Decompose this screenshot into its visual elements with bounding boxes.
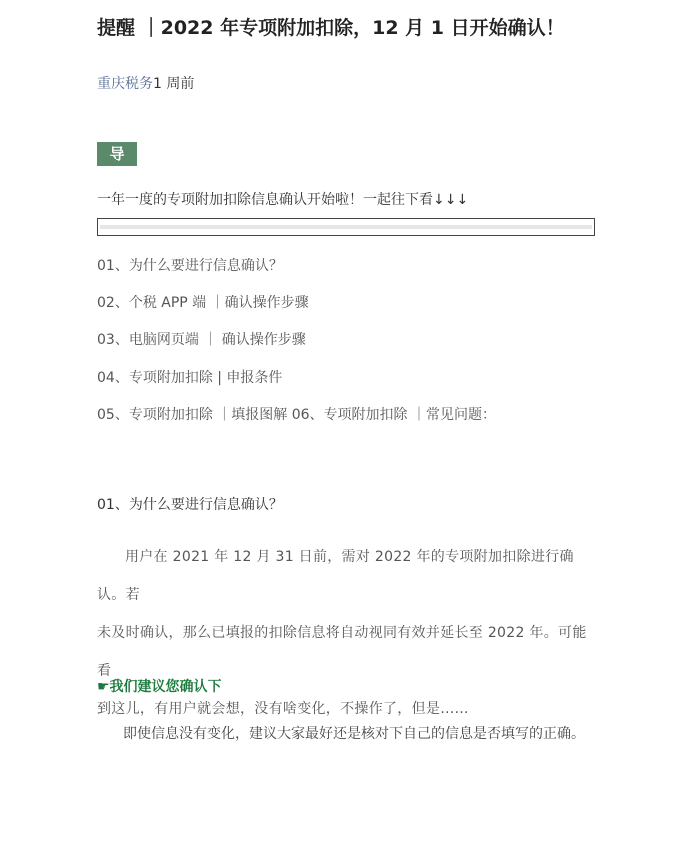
toc-item-2: 02、个税 APP 端 ｜确认操作步骤 <box>97 295 309 311</box>
paragraph-line-2: 未及时确认，那么已填报的扣除信息将自动视同有效并延长至 2022 年。可能看 <box>97 625 587 679</box>
section-paragraph <box>97 538 597 728</box>
publish-time: 1 周前 <box>153 76 195 92</box>
divider <box>97 218 595 236</box>
section-heading: 01、为什么要进行信息确认？ <box>97 497 283 513</box>
guide-badge: 导读 <box>97 142 137 166</box>
article-meta <box>97 74 194 94</box>
suggestion-heading: ☛我们建议您确认下 <box>97 679 222 695</box>
suggestion-paragraph: 即使信息没有变化，建议大家最好还是核对下自己的信息是否填写的正确。 <box>123 726 585 742</box>
paragraph-line-3: 到这儿，有用户就会想，没有啥变化，不操作了，但是…… <box>97 701 469 717</box>
toc-item-1: 01、为什么要进行信息确认？ <box>97 258 283 274</box>
paragraph-line-1: 用户在 2021 年 12 月 31 日前，需对 2022 年的专项附加扣除进行确认。若 <box>97 549 574 603</box>
toc-item-5: 05、专项附加扣除 ｜填报图解 06、专项附加扣除 ｜常见问题： <box>97 407 496 423</box>
article-title: 提醒 ｜2022 年专项附加扣除，12 月 1 日开始确认！ <box>97 17 565 39</box>
divider-line <box>100 225 592 229</box>
toc-item-3: 03、电脑网页端 ｜ 确认操作步骤 <box>97 332 306 348</box>
source-link[interactable]: 重庆税务 <box>97 76 153 92</box>
intro-text: 一年一度的专项附加扣除信息确认开始啦！一起往下看↓↓↓ <box>97 192 469 208</box>
toc-item-4: 04、专项附加扣除 | 申报条件 <box>97 370 283 386</box>
